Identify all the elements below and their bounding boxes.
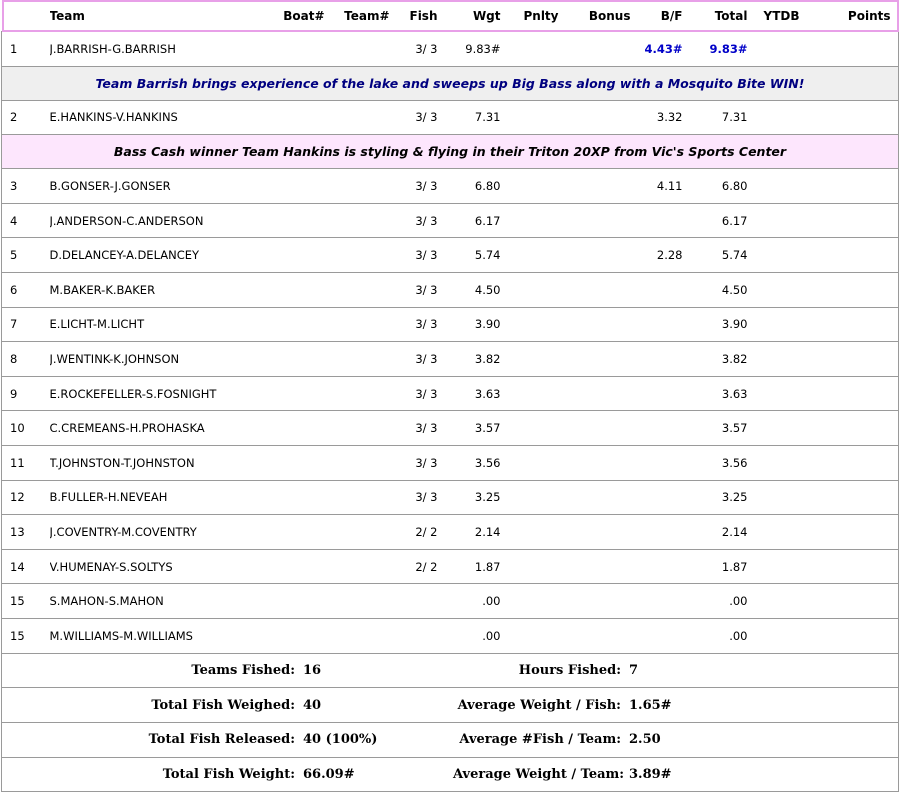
- ytdb-cell: [748, 169, 800, 204]
- boat-cell: [275, 238, 325, 273]
- col-pnlty: Pnlty: [501, 0, 559, 32]
- summary-value: 16: [303, 662, 322, 678]
- penalty-cell: [501, 515, 559, 550]
- big-fish-cell: [631, 203, 683, 238]
- place-cell: 15: [2, 618, 50, 653]
- summary-value: 1.65#: [629, 697, 672, 713]
- summary-row: [2, 653, 899, 688]
- table-row: [2, 342, 899, 377]
- bonus-cell: [559, 342, 631, 377]
- place-cell: 1: [2, 32, 50, 67]
- bonus-cell: [559, 376, 631, 411]
- penalty-cell: [501, 169, 559, 204]
- points-cell: [800, 411, 899, 446]
- team-cell: S.MAHON-S.MAHON: [50, 584, 275, 619]
- teamno-cell: [325, 203, 390, 238]
- table-row: [2, 376, 899, 411]
- fish-cell: 3/ 3: [390, 238, 438, 273]
- bonus-cell: [559, 100, 631, 135]
- bonus-cell: [559, 411, 631, 446]
- ytdb-cell: [748, 584, 800, 619]
- points-cell: [800, 445, 899, 480]
- ytdb-cell: [748, 376, 800, 411]
- penalty-cell: [501, 376, 559, 411]
- ytdb-cell: [748, 32, 800, 67]
- team-cell: T.JOHNSTON-T.JOHNSTON: [50, 445, 275, 480]
- weight-cell: 6.80: [438, 169, 501, 204]
- team-cell: E.ROCKEFELLER-S.FOSNIGHT: [50, 376, 275, 411]
- big-fish-cell: [631, 342, 683, 377]
- points-cell: [800, 480, 899, 515]
- ytdb-cell: [748, 100, 800, 135]
- boat-cell: [275, 203, 325, 238]
- table-row: [2, 32, 899, 67]
- points-cell: [800, 515, 899, 550]
- teamno-cell: [325, 584, 390, 619]
- total-cell: 6.80: [683, 169, 748, 204]
- boat-cell: [275, 376, 325, 411]
- place-cell: 8: [2, 342, 50, 377]
- ytdb-cell: [748, 445, 800, 480]
- summary-cell: [2, 722, 899, 757]
- bonus-cell: [559, 480, 631, 515]
- points-cell: [800, 32, 899, 67]
- penalty-cell: [501, 411, 559, 446]
- points-cell: [800, 169, 899, 204]
- summary-label: Hours Fished:: [518, 662, 621, 678]
- boat-cell: [275, 411, 325, 446]
- boat-cell: [275, 342, 325, 377]
- summary-label: Total Fish Released:: [148, 732, 295, 748]
- total-cell: 7.31: [683, 100, 748, 135]
- fish-cell: 3/ 3: [390, 32, 438, 67]
- summary-cell: [2, 653, 899, 688]
- boat-cell: [275, 549, 325, 584]
- col-fish: Fish: [390, 0, 438, 32]
- total-cell: 1.87: [683, 549, 748, 584]
- place-cell: 14: [2, 549, 50, 584]
- teamno-cell: [325, 549, 390, 584]
- bonus-cell: [559, 445, 631, 480]
- table-row: [2, 515, 899, 550]
- teamno-cell: [325, 445, 390, 480]
- points-cell: [800, 549, 899, 584]
- penalty-cell: [501, 618, 559, 653]
- team-note-row: [2, 135, 899, 169]
- fish-cell: [390, 584, 438, 619]
- total-cell: 3.82: [683, 342, 748, 377]
- bonus-cell: [559, 32, 631, 67]
- bonus-cell: [559, 272, 631, 307]
- penalty-cell: [501, 342, 559, 377]
- team-cell: J.BARRISH-G.BARRISH: [50, 32, 275, 67]
- ytdb-cell: [748, 618, 800, 653]
- penalty-cell: [501, 238, 559, 273]
- table-row: [2, 169, 899, 204]
- boat-cell: [275, 307, 325, 342]
- place-cell: 5: [2, 238, 50, 273]
- weight-cell: 6.17: [438, 203, 501, 238]
- points-cell: [800, 238, 899, 273]
- teamno-cell: [325, 307, 390, 342]
- place-cell: 9: [2, 376, 50, 411]
- penalty-cell: [501, 445, 559, 480]
- weight-cell: 3.57: [438, 411, 501, 446]
- team-cell: D.DELANCEY-A.DELANCEY: [50, 238, 275, 273]
- ytdb-cell: [748, 515, 800, 550]
- ytdb-cell: [748, 238, 800, 273]
- weight-cell: 5.74: [438, 238, 501, 273]
- team-cell: M.BAKER-K.BAKER: [50, 272, 275, 307]
- table-row: [2, 203, 899, 238]
- weight-cell: .00: [438, 618, 501, 653]
- weight-cell: 3.90: [438, 307, 501, 342]
- col-wgt: Wgt: [438, 0, 501, 32]
- weight-cell: 1.87: [438, 549, 501, 584]
- summary-label: Teams Fished:: [191, 662, 295, 678]
- fish-cell: 3/ 3: [390, 445, 438, 480]
- teamno-cell: [325, 618, 390, 653]
- penalty-cell: [501, 203, 559, 238]
- table-row: [2, 618, 899, 653]
- penalty-cell: [501, 32, 559, 67]
- place-cell: 11: [2, 445, 50, 480]
- teamno-cell: [325, 272, 390, 307]
- fish-cell: [390, 618, 438, 653]
- bonus-cell: [559, 203, 631, 238]
- col-points: Points: [800, 0, 899, 32]
- fish-cell: 3/ 3: [390, 411, 438, 446]
- team-cell: V.HUMENAY-S.SOLTYS: [50, 549, 275, 584]
- boat-cell: [275, 169, 325, 204]
- teamno-cell: [325, 169, 390, 204]
- summary-label: Average Weight / Team:: [453, 766, 625, 782]
- ytdb-cell: [748, 480, 800, 515]
- penalty-cell: [501, 584, 559, 619]
- col-bf: B/F: [631, 0, 683, 32]
- boat-cell: [275, 584, 325, 619]
- team-cell: B.FULLER-H.NEVEAH: [50, 480, 275, 515]
- fish-cell: 3/ 3: [390, 376, 438, 411]
- big-fish-cell: 4.43#: [631, 32, 683, 67]
- big-fish-cell: 4.11: [631, 169, 683, 204]
- big-fish-cell: [631, 411, 683, 446]
- big-fish-cell: 2.28: [631, 238, 683, 273]
- points-cell: [800, 618, 899, 653]
- col-total: Total: [683, 0, 748, 32]
- place-cell: 12: [2, 480, 50, 515]
- teamno-cell: [325, 411, 390, 446]
- weight-cell: 9.83#: [438, 32, 501, 67]
- teamno-cell: [325, 515, 390, 550]
- total-cell: 3.63: [683, 376, 748, 411]
- boat-cell: [275, 272, 325, 307]
- fish-cell: 3/ 3: [390, 342, 438, 377]
- fish-cell: 2/ 2: [390, 515, 438, 550]
- bonus-cell: [559, 307, 631, 342]
- penalty-cell: [501, 100, 559, 135]
- big-fish-cell: [631, 515, 683, 550]
- summary-cell: [2, 757, 899, 792]
- boat-cell: [275, 32, 325, 67]
- fish-cell: 3/ 3: [390, 480, 438, 515]
- team-note: Team Barrish brings experience of the lake and sweeps up Big Bass along with a Mosquito Bite WIN!: [2, 66, 899, 100]
- summary-value: 40: [303, 697, 322, 713]
- summary-label: Total Fish Weighed:: [151, 697, 295, 713]
- place-cell: 7: [2, 307, 50, 342]
- weight-cell: 2.14: [438, 515, 501, 550]
- points-cell: [800, 307, 899, 342]
- points-cell: [800, 272, 899, 307]
- teamno-cell: [325, 100, 390, 135]
- big-fish-cell: [631, 480, 683, 515]
- table-row: [2, 238, 899, 273]
- summary-value: 66.09#: [303, 766, 355, 782]
- table-row: [2, 445, 899, 480]
- fish-cell: 3/ 3: [390, 169, 438, 204]
- bonus-cell: [559, 515, 631, 550]
- weight-cell: 7.31: [438, 100, 501, 135]
- total-cell: 3.90: [683, 307, 748, 342]
- boat-cell: [275, 100, 325, 135]
- place-cell: 2: [2, 100, 50, 135]
- table-row: [2, 307, 899, 342]
- penalty-cell: [501, 549, 559, 584]
- total-cell: 3.56: [683, 445, 748, 480]
- fish-cell: 3/ 3: [390, 203, 438, 238]
- bonus-cell: [559, 238, 631, 273]
- points-cell: [800, 584, 899, 619]
- teamno-cell: [325, 376, 390, 411]
- penalty-cell: [501, 480, 559, 515]
- team-cell: J.ANDERSON-C.ANDERSON: [50, 203, 275, 238]
- big-fish-cell: [631, 272, 683, 307]
- team-cell: C.CREMEANS-H.PROHASKA: [50, 411, 275, 446]
- summary-label: Average #Fish / Team:: [459, 732, 621, 748]
- boat-cell: [275, 618, 325, 653]
- penalty-cell: [501, 307, 559, 342]
- penalty-cell: [501, 272, 559, 307]
- place-cell: 3: [2, 169, 50, 204]
- weight-cell: 3.25: [438, 480, 501, 515]
- teamno-cell: [325, 480, 390, 515]
- big-fish-cell: [631, 584, 683, 619]
- summary-value: 40 (100%): [303, 732, 378, 748]
- table-row: [2, 411, 899, 446]
- table-row: [2, 272, 899, 307]
- total-cell: 4.50: [683, 272, 748, 307]
- summary-value: 3.89#: [629, 766, 672, 782]
- fish-cell: 3/ 3: [390, 100, 438, 135]
- points-cell: [800, 100, 899, 135]
- team-cell: E.HANKINS-V.HANKINS: [50, 100, 275, 135]
- ytdb-cell: [748, 342, 800, 377]
- col-bonus: Bonus: [559, 0, 631, 32]
- summary-label: Average Weight / Fish:: [457, 697, 621, 713]
- col-ytdb: YTDB: [748, 0, 800, 32]
- team-note-row: [2, 66, 899, 100]
- bonus-cell: [559, 584, 631, 619]
- bonus-cell: [559, 618, 631, 653]
- weight-cell: 3.63: [438, 376, 501, 411]
- total-cell: 9.83#: [683, 32, 748, 67]
- summary-row: [2, 688, 899, 723]
- summary-label: Total Fish Weight:: [162, 766, 295, 782]
- weight-cell: .00: [438, 584, 501, 619]
- points-cell: [800, 203, 899, 238]
- big-fish-cell: [631, 376, 683, 411]
- summary-row: [2, 722, 899, 757]
- place-cell: 4: [2, 203, 50, 238]
- table-row: [2, 549, 899, 584]
- big-fish-cell: 3.32: [631, 100, 683, 135]
- big-fish-cell: [631, 445, 683, 480]
- team-cell: B.GONSER-J.GONSER: [50, 169, 275, 204]
- ytdb-cell: [748, 411, 800, 446]
- place-cell: 15: [2, 584, 50, 619]
- place-cell: 13: [2, 515, 50, 550]
- weight-cell: 4.50: [438, 272, 501, 307]
- results-table: [1, 0, 899, 792]
- summary-cell: [2, 688, 899, 723]
- big-fish-cell: [631, 307, 683, 342]
- team-note: Bass Cash winner Team Hankins is styling & flying in their Triton 20XP from Vic's Sports Center: [2, 135, 899, 169]
- ytdb-cell: [748, 272, 800, 307]
- summary-value: 2.50: [629, 732, 661, 748]
- teamno-cell: [325, 342, 390, 377]
- bonus-cell: [559, 549, 631, 584]
- total-cell: 6.17: [683, 203, 748, 238]
- place-cell: 6: [2, 272, 50, 307]
- col-teamno: Team#: [325, 0, 390, 32]
- header-row: [2, 0, 899, 32]
- weight-cell: 3.56: [438, 445, 501, 480]
- total-cell: 5.74: [683, 238, 748, 273]
- teamno-cell: [325, 32, 390, 67]
- table-row: [2, 100, 899, 135]
- big-fish-cell: [631, 618, 683, 653]
- col-team: Team: [50, 0, 275, 32]
- summary-value: 7: [629, 662, 639, 678]
- boat-cell: [275, 480, 325, 515]
- weight-cell: 3.82: [438, 342, 501, 377]
- teamno-cell: [325, 238, 390, 273]
- total-cell: 3.25: [683, 480, 748, 515]
- col-boat: Boat#: [275, 0, 325, 32]
- team-cell: M.WILLIAMS-M.WILLIAMS: [50, 618, 275, 653]
- team-cell: J.WENTINK-K.JOHNSON: [50, 342, 275, 377]
- table-row: [2, 480, 899, 515]
- points-cell: [800, 342, 899, 377]
- team-cell: E.LICHT-M.LICHT: [50, 307, 275, 342]
- boat-cell: [275, 515, 325, 550]
- points-cell: [800, 376, 899, 411]
- boat-cell: [275, 445, 325, 480]
- fish-cell: 3/ 3: [390, 307, 438, 342]
- place-cell: 10: [2, 411, 50, 446]
- total-cell: 3.57: [683, 411, 748, 446]
- table-row: [2, 584, 899, 619]
- total-cell: 2.14: [683, 515, 748, 550]
- total-cell: .00: [683, 584, 748, 619]
- ytdb-cell: [748, 549, 800, 584]
- ytdb-cell: [748, 203, 800, 238]
- total-cell: .00: [683, 618, 748, 653]
- fish-cell: 3/ 3: [390, 272, 438, 307]
- fish-cell: 2/ 2: [390, 549, 438, 584]
- summary-row: [2, 757, 899, 792]
- bonus-cell: [559, 169, 631, 204]
- team-cell: J.COVENTRY-M.COVENTRY: [50, 515, 275, 550]
- ytdb-cell: [748, 307, 800, 342]
- big-fish-cell: [631, 549, 683, 584]
